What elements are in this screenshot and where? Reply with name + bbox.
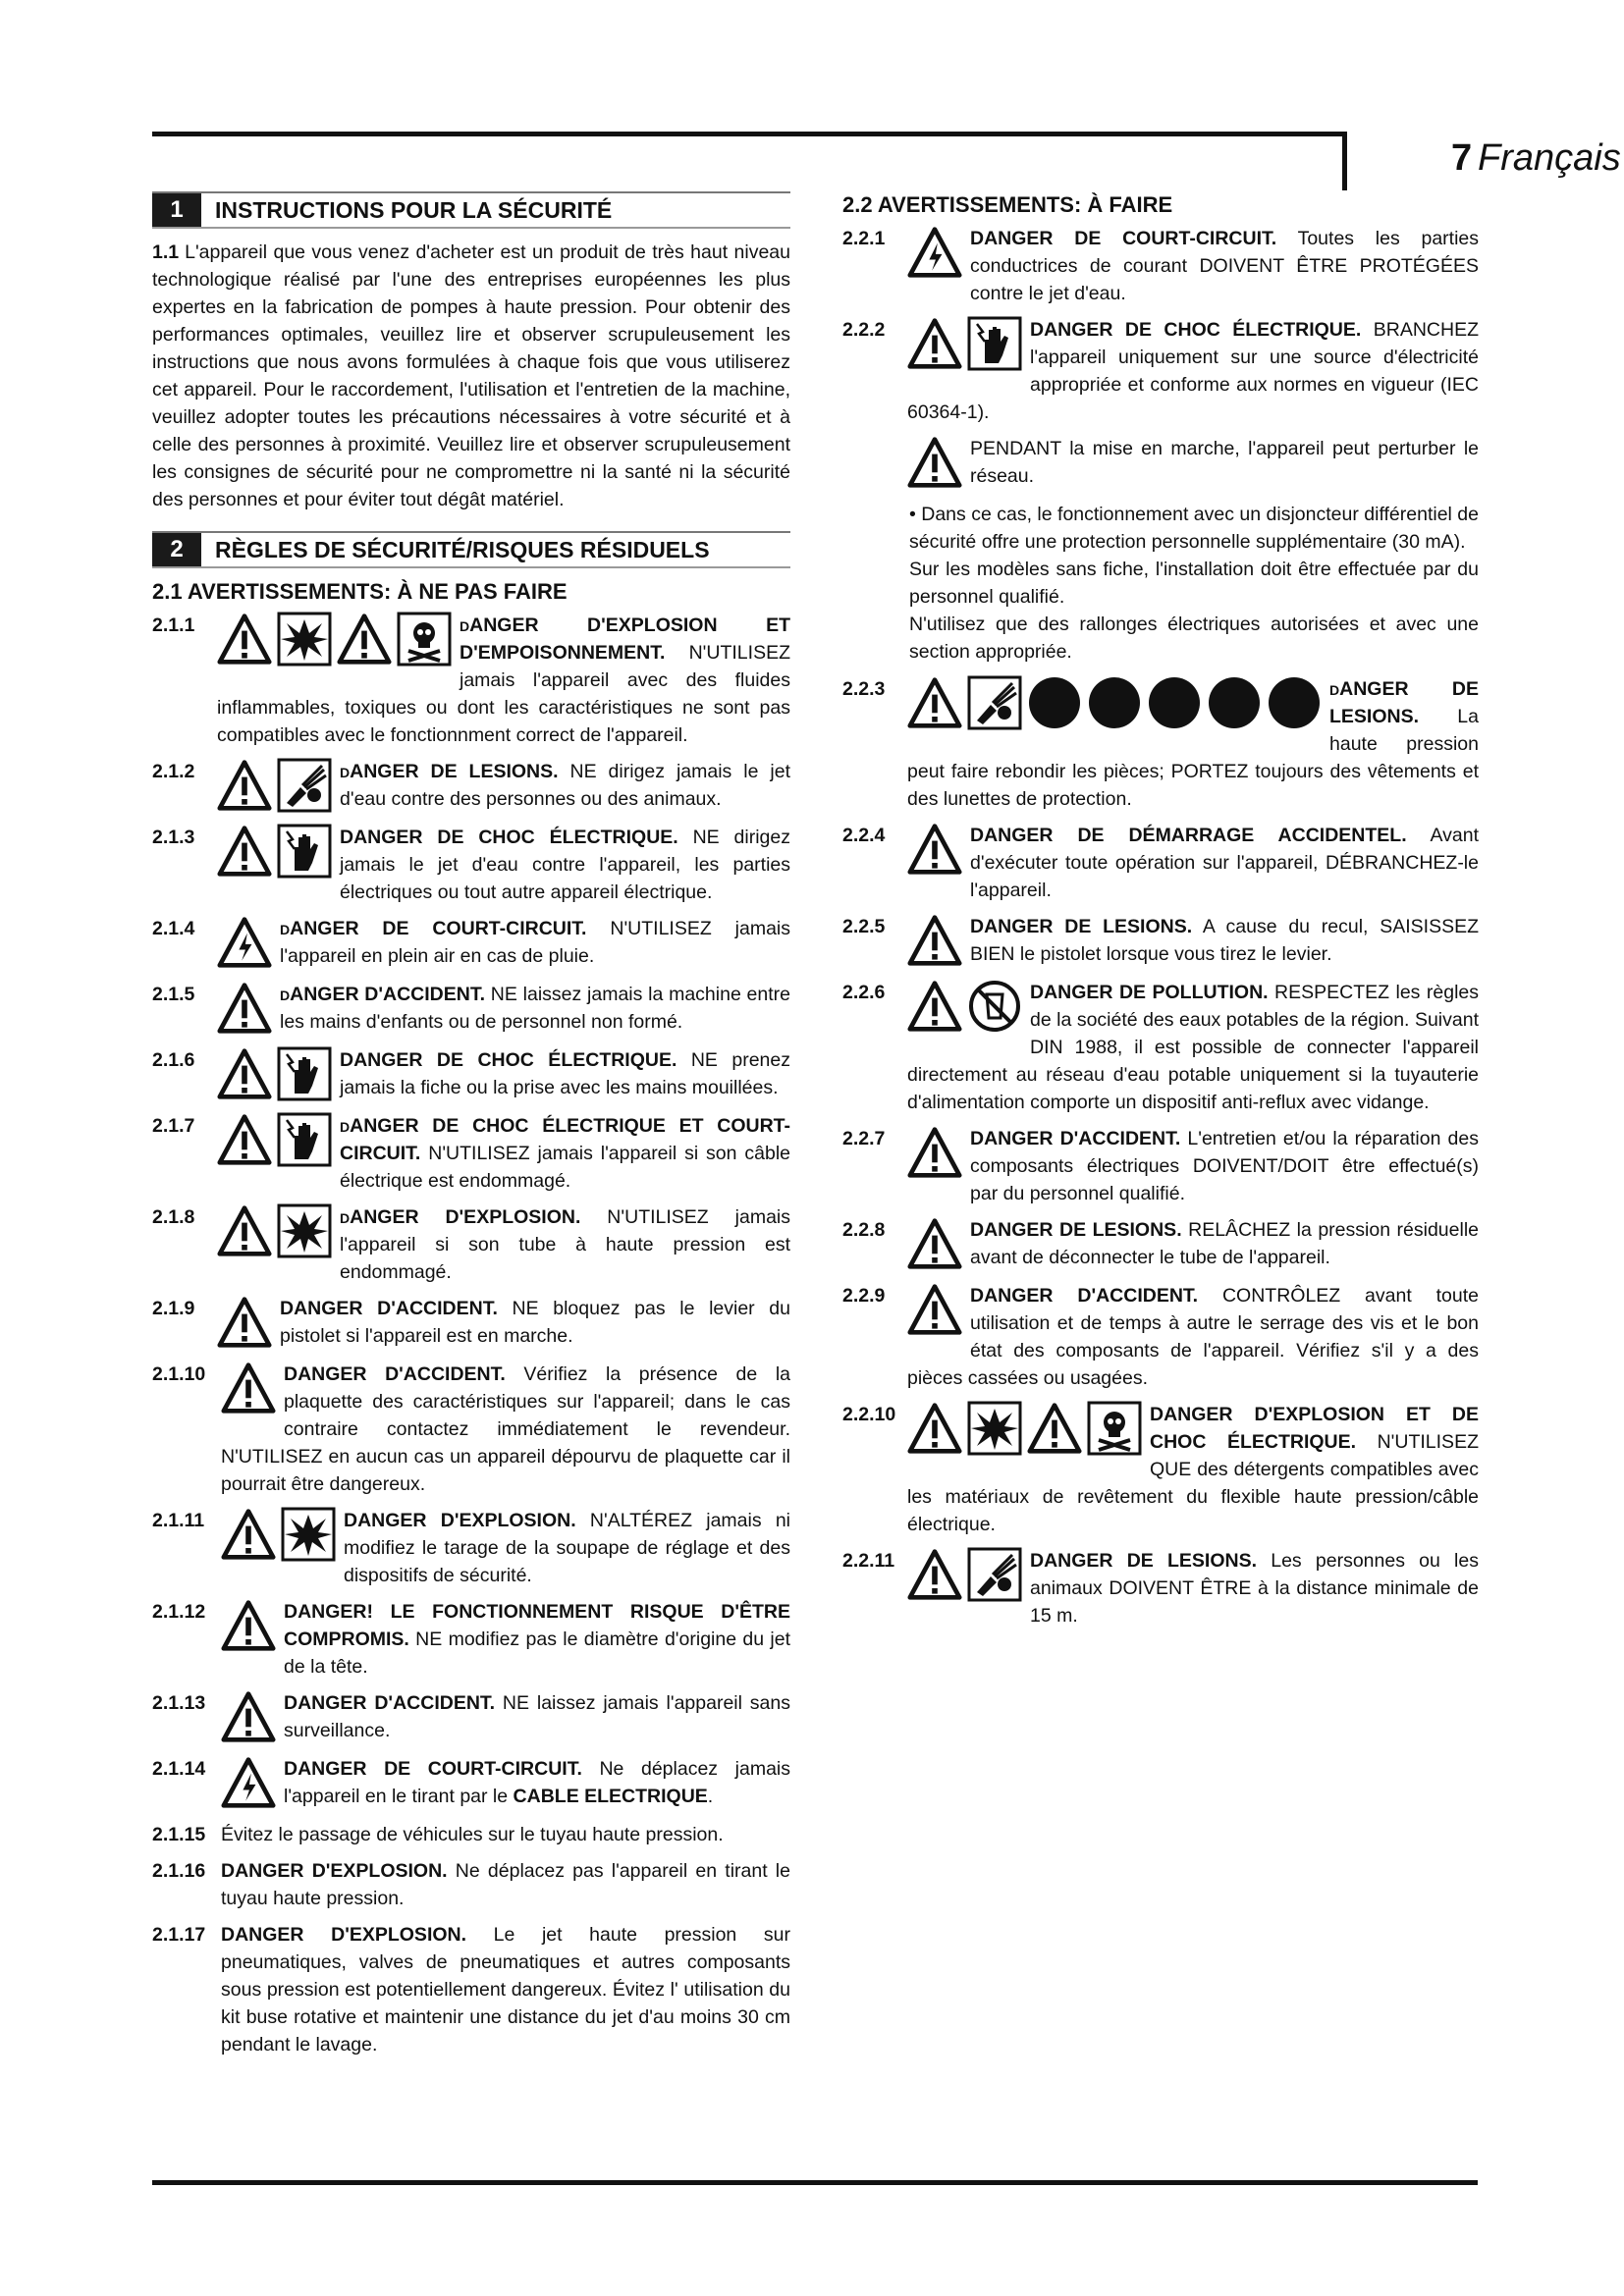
icon-group — [221, 1361, 276, 1415]
item-number: 2.1.8 — [152, 1206, 195, 1228]
icon-group — [907, 1547, 1022, 1602]
electric-shock-icon — [277, 1046, 332, 1101]
item-text: Avant d'exécuter toute opération sur l'appareil, DÉBRANCHEZ-le l'appareil. — [970, 825, 1479, 901]
warning-item — [842, 225, 1479, 307]
warning-item — [152, 1821, 790, 1848]
item-body — [907, 913, 1479, 970]
icon-group — [907, 822, 962, 877]
icon-group — [221, 1755, 276, 1810]
danger-label: dANGER D'ACCIDENT. — [280, 984, 486, 1005]
icon-group — [907, 225, 962, 280]
danger-label: dANGER D'EXPLOSION ET D'EMPOISONNEMENT. — [460, 614, 790, 664]
item-text: NE prenez jamais la fiche ou la prise avec les mains mouillées. — [340, 1049, 790, 1098]
item-number: 2.2.1 — [842, 228, 886, 249]
warning-triangle-icon — [217, 1046, 272, 1101]
warning-triangle-icon — [221, 1361, 276, 1415]
warning-item — [842, 1401, 1479, 1538]
danger-label: DANGER D'ACCIDENT. — [284, 1363, 506, 1385]
item-text: RESPECTEZ les règles de la société des eaux potables de la région. Suivant DIN 1988, il est possible de connecter l'appareil directement au réseau d'eau potable uniquement si la tuyauterie d'alimentation comporte un dispositif anti-reflux avec vidange. — [907, 982, 1479, 1113]
section-2-number: 2 — [152, 533, 201, 566]
item-text: NE laissez jamais l'appareil sans surveillance. — [284, 1692, 790, 1741]
icon-group — [907, 913, 962, 968]
toxic-skull-icon — [1087, 1401, 1142, 1456]
explosion-icon — [281, 1507, 336, 1562]
left-column — [152, 191, 790, 2067]
item-number: 2.1.10 — [152, 1363, 206, 1385]
warning-item — [842, 1282, 1479, 1392]
item-text: Toutes les parties conductrices de courant DOIVENT ÊTRE PROTÉGÉES contre le jet d'eau. — [970, 228, 1479, 304]
item-number — [842, 435, 907, 492]
item-body — [217, 915, 790, 972]
warning-item — [152, 915, 790, 972]
danger-label: dANGER DE LESIONS. — [340, 761, 559, 782]
warning-triangle-icon — [221, 1598, 276, 1653]
warning-item — [152, 1203, 790, 1286]
icon-group — [217, 612, 452, 667]
warnings-do-list — [842, 225, 1479, 1629]
warning-triangle-icon — [217, 981, 272, 1036]
icon-group — [907, 1216, 962, 1271]
icon-group — [907, 1401, 1142, 1456]
item-body — [907, 435, 1479, 492]
note-paragraph: Sur les modèles sans fiche, l'installation doit être effectuée par du personnel qualifié. — [909, 559, 1479, 608]
bold-text: CABLE ELECTRIQUE — [513, 1786, 708, 1807]
lightning-icon — [907, 225, 962, 280]
warning-item — [152, 1689, 790, 1746]
item-body — [217, 981, 790, 1038]
item-text: N'UTILISEZ jamais l'appareil avec des fluides inflammables, toxiques ou dont les caractéristiques ne sont pas compatibles avec le fonctionnment correct de l'appareil. — [217, 642, 790, 746]
warning-triangle-icon — [217, 1203, 272, 1258]
item-number: 2.1.2 — [152, 761, 195, 782]
item-text: NE dirigez jamais le jet d'eau contre des personnes ou des animaux. — [340, 761, 790, 810]
item-number: 2.1.17 — [152, 1924, 206, 1946]
item-body — [217, 758, 790, 815]
item-body — [907, 822, 1479, 904]
warning-triangle-icon — [907, 675, 962, 730]
warning-item — [152, 981, 790, 1038]
icon-group — [907, 1282, 962, 1337]
icon-group — [217, 1046, 332, 1101]
page-language: Français — [1478, 137, 1621, 179]
item-number: 2.1.15 — [152, 1824, 206, 1845]
icon-group — [217, 1295, 272, 1350]
warning-triangle-icon — [907, 1216, 962, 1271]
danger-label: DANGER D'EXPLOSION. — [344, 1510, 576, 1531]
item-number: 2.2.3 — [842, 678, 886, 700]
danger-label: DANGER DE CHOC ÉLECTRIQUE. — [340, 1049, 677, 1071]
icon-group — [217, 758, 332, 813]
item-body — [221, 1598, 790, 1681]
bottom-rule — [152, 2180, 1478, 2185]
danger-label: DANGER DE COURT-CIRCUIT. — [970, 228, 1277, 249]
item-number: 2.2.10 — [842, 1404, 896, 1425]
item-text: Ne déplacez pas l'appareil en tirant le tuyau haute pression. — [221, 1860, 790, 1909]
item-number: 2.1.13 — [152, 1692, 206, 1714]
warning-item — [842, 675, 1479, 813]
item-tail: . — [707, 1786, 714, 1807]
warning-item — [152, 1507, 790, 1589]
icon-group — [221, 1598, 276, 1653]
injury-jet-icon — [277, 758, 332, 813]
section-1-title: INSTRUCTIONS POUR LA SÉCURITÉ — [215, 197, 613, 223]
item-number: 2.1.11 — [152, 1510, 205, 1531]
warning-item — [152, 1921, 790, 2058]
goggles-icon — [1267, 675, 1322, 730]
warning-item — [152, 1295, 790, 1352]
section-2-title: RÈGLES DE SÉCURITÉ/RISQUES RÉSIDUELS — [215, 537, 710, 562]
icon-group — [217, 1112, 332, 1167]
top-rule — [152, 132, 1345, 136]
warning-triangle-icon — [907, 822, 962, 877]
item-number: 2.2.11 — [842, 1550, 895, 1572]
icon-group — [907, 1125, 962, 1180]
item-body — [217, 824, 790, 906]
item-body — [217, 1203, 790, 1286]
item-body — [221, 1821, 790, 1848]
item-text: BRANCHEZ l'appareil uniquement sur une source d'électricité appropriée et conforme aux normes en vigueur (IEC 60364-1). — [907, 319, 1479, 423]
icon-group — [907, 979, 1022, 1034]
section-1-intro — [152, 239, 790, 513]
electric-shock-icon — [277, 824, 332, 879]
danger-label: dANGER DE CHOC ÉLECTRIQUE ET COURT-CIRCUIT. — [340, 1115, 790, 1164]
warnings-dont-list — [152, 612, 790, 2058]
warning-item — [842, 316, 1479, 426]
warning-item — [152, 1857, 790, 1912]
warning-item — [152, 1046, 790, 1103]
item-body — [221, 1921, 790, 2058]
subsection-2-1-title: 2.1 AVERTISSEMENTS: À NE PAS FAIRE — [152, 579, 568, 604]
item-body — [221, 1857, 790, 1912]
item-number: 2.2.5 — [842, 916, 886, 937]
danger-label: DANGER D'ACCIDENT. — [970, 1128, 1181, 1149]
warning-item — [152, 758, 790, 815]
item-text: NE bloquez pas le levier du pistolet si l'appareil est en marche. — [280, 1298, 790, 1347]
warning-triangle-icon — [217, 824, 272, 879]
warning-item — [842, 979, 1479, 1116]
item-text: A cause du recul, SAISISSEZ BIEN le pistolet lorsque vous tirez le levier. — [970, 916, 1479, 965]
danger-label: DANGER DE LESIONS. — [970, 1219, 1182, 1241]
item-number: 2.1.5 — [152, 984, 195, 1005]
warning-item — [842, 1547, 1479, 1629]
warning-triangle-icon — [221, 1689, 276, 1744]
danger-label: DANGER D'ACCIDENT. — [284, 1692, 496, 1714]
lightning-icon — [217, 915, 272, 970]
item-body — [907, 1547, 1479, 1629]
right-column — [842, 191, 1479, 1638]
injury-jet-icon — [967, 675, 1022, 730]
warning-item — [152, 612, 790, 749]
warning-triangle-icon — [907, 1125, 962, 1180]
warning-triangle-icon — [217, 1295, 272, 1350]
danger-label: DANGER DE POLLUTION. — [1030, 982, 1269, 1003]
item-number: 2.1.1 — [152, 614, 195, 636]
item-number: 2.2.2 — [842, 319, 886, 341]
toxic-skull-icon — [397, 612, 452, 667]
icon-group — [217, 824, 332, 879]
danger-label: DANGER D'EXPLOSION ET DE CHOC ÉLECTRIQUE. — [1150, 1404, 1479, 1453]
icon-group — [217, 915, 272, 970]
item-body — [221, 1755, 790, 1812]
explosion-icon — [277, 1203, 332, 1258]
no-drinking-water-icon — [967, 979, 1022, 1034]
warning-triangle-icon — [907, 913, 962, 968]
top-rule-tick — [1342, 132, 1347, 190]
warning-triangle-icon — [217, 758, 272, 813]
warning-triangle-icon — [217, 612, 272, 667]
item-text: N'ALTÉREZ jamais ni modifiez le tarage de la soupape de réglage et des dispositifs de sécurité. — [344, 1510, 790, 1586]
explosion-icon — [277, 612, 332, 667]
section-2-header — [152, 531, 790, 568]
danger-label: DANGER D'EXPLOSION. — [221, 1924, 467, 1946]
danger-label: DANGER DE CHOC ÉLECTRIQUE. — [1030, 319, 1362, 341]
explosion-icon — [967, 1401, 1022, 1456]
item-number: 2.1.4 — [152, 918, 195, 939]
warning-triangle-icon — [1027, 1401, 1082, 1456]
warning-triangle-icon — [907, 1547, 962, 1602]
warning-item — [152, 1598, 790, 1681]
item-text: N'UTILISEZ jamais l'appareil si son câble électrique est endommagé. — [340, 1143, 790, 1192]
danger-label: DANGER D'ACCIDENT. — [970, 1285, 1199, 1307]
item-number: 2.2.7 — [842, 1128, 886, 1149]
item-body — [217, 612, 790, 749]
item-body — [217, 1112, 790, 1195]
subsection-2-2-title: 2.2 AVERTISSEMENTS: À FAIRE — [842, 192, 1173, 217]
injury-jet-icon — [967, 1547, 1022, 1602]
item-text: Évitez le passage de véhicules sur le tuyau haute pression. — [221, 1824, 724, 1845]
item-body — [217, 1295, 790, 1352]
item-number: 2.1.16 — [152, 1860, 206, 1882]
warning-triangle-icon — [907, 979, 962, 1034]
section-1-header — [152, 191, 790, 229]
danger-label: dANGER DE LESIONS. — [1329, 678, 1479, 727]
warning-item — [842, 1216, 1479, 1273]
electric-shock-icon — [967, 316, 1022, 371]
warning-item — [152, 824, 790, 906]
danger-label: DANGER! LE FONCTIONNEMENT RISQUE D'ÊTRE COMPROMIS. — [284, 1601, 790, 1650]
item-number: 2.2.9 — [842, 1285, 886, 1307]
item-number: 1.1 — [152, 241, 180, 263]
helmet-icon — [1087, 675, 1142, 730]
gloves-icon — [1207, 675, 1262, 730]
item-number: 2.1.3 — [152, 827, 195, 848]
item-body — [221, 1507, 790, 1589]
note-bullet: • Dans ce cas, le fonctionnement avec un disjoncteur différentiel de sécurité offre une protection personnelle supplémentaire (30 mA). — [909, 504, 1479, 553]
danger-label: DANGER D'EXPLOSION. — [221, 1860, 448, 1882]
warning-item — [842, 1125, 1479, 1207]
electric-shock-icon — [277, 1112, 332, 1167]
ear-protection-icon — [1147, 675, 1202, 730]
item-number: 2.1.9 — [152, 1298, 195, 1319]
protective-clothing-icon — [1027, 675, 1082, 730]
danger-label: DANGER DE DÉMARRAGE ACCIDENTEL. — [970, 825, 1407, 846]
item-number: 2.1.7 — [152, 1115, 195, 1137]
icon-group — [907, 675, 1322, 730]
warning-item — [842, 913, 1479, 970]
icon-group — [907, 435, 962, 490]
warning-triangle-icon — [907, 1401, 962, 1456]
item-number: 2.2.6 — [842, 982, 886, 1003]
item-text: N'UTILISEZ QUE des détergents compatibles avec les matériaux de revêtement du flexible haute pression/câble électrique. — [907, 1431, 1479, 1535]
item-body — [907, 316, 1479, 426]
note-paragraph: N'utilisez que des rallonges électriques autorisées et avec une section appropriée. — [909, 614, 1479, 663]
item-body — [907, 1216, 1479, 1273]
icon-group — [217, 1203, 332, 1258]
item-number: 2.2.4 — [842, 825, 886, 846]
icon-group — [221, 1689, 276, 1744]
danger-label: DANGER DE LESIONS. — [1030, 1550, 1258, 1572]
item-text: NE modifiez pas le diamètre d'origine du jet de la tête. — [284, 1629, 790, 1678]
warning-triangle-icon — [907, 435, 962, 490]
item-text: La haute pression peut faire rebondir les pièces; PORTEZ toujours des vêtements et des lunettes de protection. — [907, 706, 1479, 810]
item-body — [907, 1282, 1479, 1392]
danger-label: dANGER D'EXPLOSION. — [340, 1206, 581, 1228]
warning-triangle-icon — [907, 316, 962, 371]
warning-triangle-icon — [221, 1507, 276, 1562]
intro-text: L'appareil que vous venez d'acheter est un produit de très haut niveau technologique réalisé par l'une des entreprises européennes les plus expertes en la fabrication de pompes à haute pression. Pour obtenir des performances optimales, veuillez lire et observer scrupuleusement les instructions que nous avons formulées à chaque fois que vous utiliserez cet appareil. Pour le raccordement, l'utilisation et l'entretien de la machine, veuillez adopter toutes les précautions nécessaires à votre sécurité et à celle des personnes à proximité. Veuillez lire et observer scrupuleusement les consignes de sécurité pour ne compromettre ni la santé ni la sécurité des personnes et pour éviter tout dégât matériel. — [152, 241, 790, 510]
item-text: L'entretien et/ou la réparation des composants électriques DOIVENT/DOIT être effectué(s) par du personnel qualifié. — [970, 1128, 1479, 1204]
item-text: N'UTILISEZ jamais l'appareil en plein air en cas de pluie. — [280, 918, 790, 967]
item-number: 2.2.8 — [842, 1219, 886, 1241]
section-1-number: 1 — [152, 193, 201, 227]
item-text: Le jet haute pression sur pneumatiques, valves de pneumatiques et autres composants sous pression est potentiellement dangereux. Évitez l' utilisation du kit buse rotative et maintenir une distance du jet d'au moins 30 cm pendant le lavage. — [221, 1924, 790, 2056]
item-body — [907, 1125, 1479, 1207]
warning-triangle-icon — [217, 1112, 272, 1167]
item-text: Les personnes ou les animaux DOIVENT ÊTRE à la distance minimale de 15 m. — [1030, 1550, 1479, 1627]
lightning-icon — [221, 1755, 276, 1810]
icon-group — [221, 1507, 336, 1562]
item-body — [907, 1401, 1479, 1538]
item-body — [907, 675, 1479, 813]
item-number: 2.1.6 — [152, 1049, 195, 1071]
item-text: NE dirigez jamais le jet d'eau contre l'appareil, les parties électriques ou tout autre appareil électrique. — [340, 827, 790, 903]
item-text: NE laissez jamais la machine entre les mains d'enfants ou de personnel non formé. — [280, 984, 790, 1033]
icon-group — [907, 316, 1022, 371]
danger-label: DANGER D'ACCIDENT. — [280, 1298, 498, 1319]
warning-item — [842, 435, 1479, 492]
item-number: 2.1.14 — [152, 1758, 206, 1780]
warning-item — [152, 1361, 790, 1498]
item-body — [907, 225, 1479, 307]
warning-item — [152, 1112, 790, 1195]
item-body — [221, 1689, 790, 1746]
icon-group — [217, 981, 272, 1036]
item-body — [221, 1361, 790, 1498]
warning-item — [842, 822, 1479, 904]
item-text: Vérifiez la présence de la plaquette des caractéristiques sur l'appareil; dans le cas contraire contactez immédiatement le revendeur. N'UTILISEZ en aucun cas un appareil dépourvu de plaquette car il pourrait être dangereux. — [221, 1363, 790, 1495]
item-text: Ne déplacez jamais l'appareil en le tirant par le — [284, 1758, 790, 1807]
item-text: N'UTILISEZ jamais l'appareil si son tube à haute pression est endommagé. — [340, 1206, 790, 1283]
warning-triangle-icon — [337, 612, 392, 667]
danger-label: DANGER DE COURT-CIRCUIT. — [284, 1758, 582, 1780]
danger-label: DANGER DE LESIONS. — [970, 916, 1193, 937]
warning-triangle-icon — [907, 1282, 962, 1337]
item-body — [907, 979, 1479, 1116]
item-text: RELÂCHEZ la pression résiduelle avant de déconnecter le tube de l'appareil. — [970, 1219, 1479, 1268]
item-text: PENDANT la mise en marche, l'appareil peut perturber le réseau. — [970, 438, 1479, 487]
page-number: 7 — [1451, 137, 1473, 179]
danger-label: DANGER DE CHOC ÉLECTRIQUE. — [340, 827, 678, 848]
item-body — [217, 1046, 790, 1103]
warning-item — [152, 1755, 790, 1812]
item-number: 2.1.12 — [152, 1601, 206, 1623]
item-text: CONTRÔLEZ avant toute utilisation et de temps à autre le serrage des vis et le bon état des composants de l'appareil. Vérifiez s'il y a des pièces cassées ou usagées. — [907, 1285, 1479, 1389]
danger-label: dANGER DE COURT-CIRCUIT. — [280, 918, 587, 939]
